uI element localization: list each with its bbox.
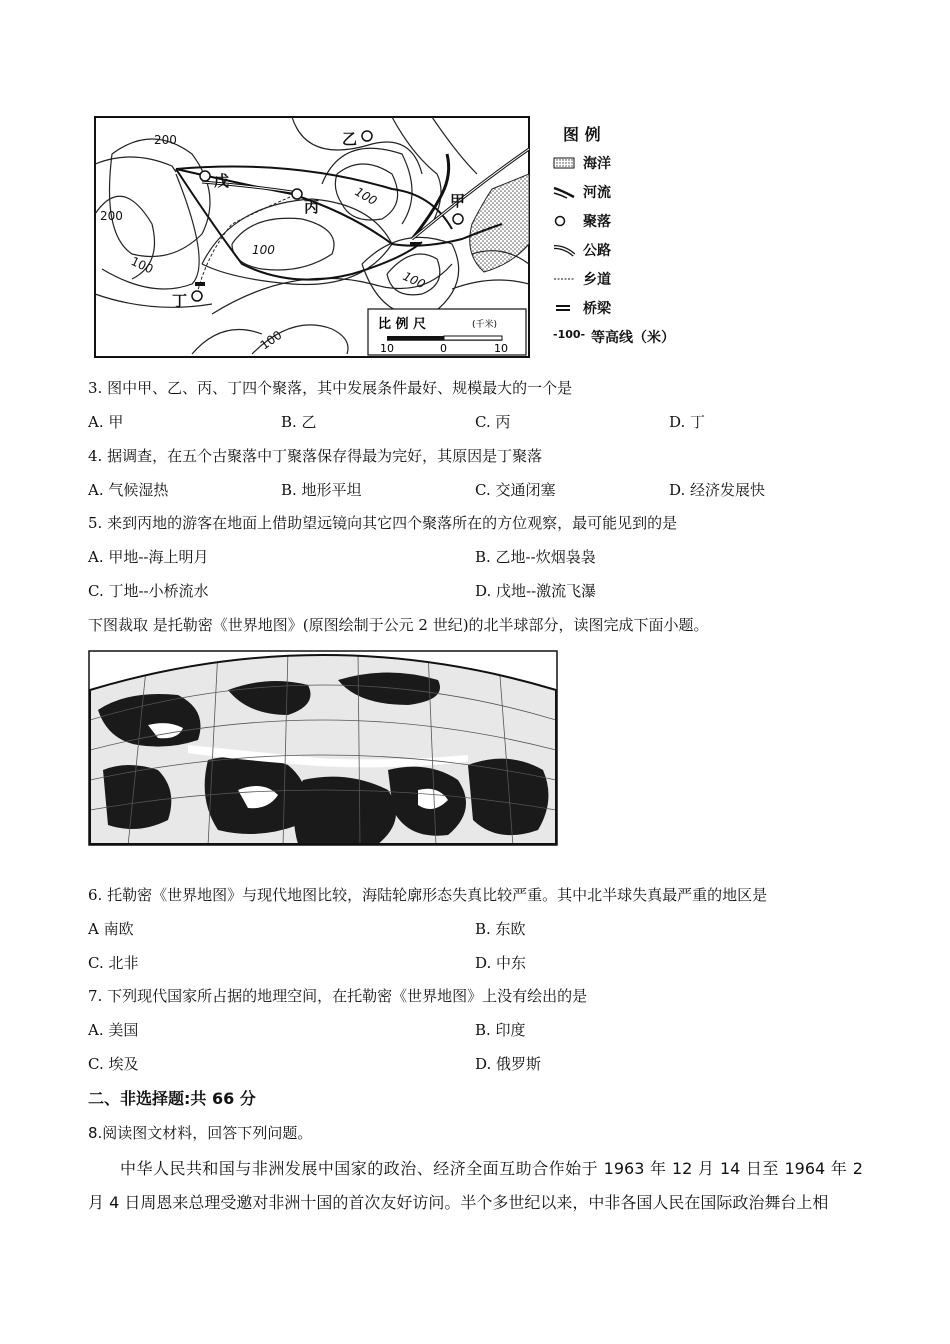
scale-mid: 0 (440, 342, 447, 355)
section-2-heading: 二、非选择题:共 66 分 (88, 1089, 256, 1108)
question-7-option-b: B. 印度 (475, 1021, 526, 1039)
question-3-option-b: B. 乙 (281, 413, 317, 431)
question-3-option-c: C. 丙 (475, 413, 511, 431)
scale-unit: (千米) (472, 320, 498, 330)
question-4-option-d: D. 经济发展快 (669, 481, 766, 499)
question-5-option-d: D. 戊地--激流飞瀑 (475, 582, 597, 600)
question-4-option-b: B. 地形平坦 (281, 481, 362, 499)
bridge (195, 282, 205, 286)
question-5-option-c: C. 丁地--小桥流水 (88, 582, 209, 600)
contour-map-figure (92, 114, 532, 360)
map-legend: 图 例 海洋 河流 聚落 公路 乡道 桥梁 -100- 等高线（米） (553, 120, 703, 350)
contour-label: 200 (100, 209, 123, 223)
question-7-option-d: D. 俄罗斯 (475, 1055, 542, 1073)
question-5-stem: 5. 来到丙地的游客在地面上借助望远镜向其它四个聚落所在的方位观察，最可能见到的是 (88, 514, 678, 532)
village-road-icon (553, 272, 575, 286)
question-4-stem: 4. 据调查，在五个古聚落中丁聚落保存得最为完好，其原因是丁聚落 (88, 447, 543, 465)
contour-label: 100 (128, 254, 156, 277)
contour-label: 200 (154, 133, 177, 147)
question-8-stem: 8.阅读图文材料，回答下列问题。 (88, 1124, 313, 1142)
question-8-paragraph: 中华人民共和国与非洲发展中国家的政治、经济全面互助合作始于 1963 年 12 月 14 日至 1964 年 2 月 4 日周恩来总理受邀对非洲十国的首次友好访问。半个多世纪以来，中非各国人民在国际政治舞台上相 (88, 1159, 863, 1212)
settlement-yi-label: 乙 (342, 130, 358, 148)
ptolemy-map-figure (88, 650, 558, 846)
question-3-option-d: D. 丁 (669, 413, 706, 431)
intro-ptolemy-map: 下图裁取 是托勒密《世界地图》(原图绘制于公元 2 世纪)的北半球部分，读图完成下面小题。 (88, 616, 709, 634)
scale-right: 10 (494, 342, 508, 355)
ptolemy-map-drawing (88, 650, 558, 846)
contour-label: 100 (400, 269, 428, 292)
question-6-option-a: A 南欧 (88, 920, 134, 938)
question-5-option-b: B. 乙地--炊烟袅袅 (475, 548, 596, 566)
question-4-option-a: A. 气候湿热 (88, 481, 169, 499)
question-3-option-a: A. 甲 (88, 413, 124, 431)
ocean-icon (553, 156, 575, 170)
question-3-stem: 3. 图中甲、乙、丙、丁四个聚落，其中发展条件最好、规模最大的一个是 (88, 379, 573, 397)
question-6-option-b: B. 东欧 (475, 920, 526, 938)
contour-label: 100 (352, 184, 380, 209)
settlement-ding-label: 丁 (172, 292, 188, 310)
settlement-icon (553, 214, 575, 228)
settlement-wu-label: 戊 (214, 172, 230, 190)
question-5-option-a: A. 甲地--海上明月 (88, 548, 209, 566)
bridge-icon (553, 301, 575, 315)
question-6-stem: 6. 托勒密《世界地图》与现代地图比较，海陆轮廓形态失真比较严重。其中北半球失真最严重的地区是 (88, 886, 768, 904)
question-7-option-a: A. 美国 (88, 1021, 139, 1039)
question-6-option-d: D. 中东 (475, 954, 527, 972)
contour-map-drawing (92, 114, 532, 360)
contour-label: 100 (257, 327, 285, 353)
legend-title: 图 例 (563, 125, 601, 144)
contour-icon: -100- (553, 328, 586, 341)
scale-title: 比 例 尺 (378, 317, 427, 332)
question-7-stem: 7. 下列现代国家所占据的地理空间，在托勒密《世界地图》上没有绘出的是 (88, 987, 588, 1005)
contour-label: 100 (252, 243, 275, 257)
scale-left: 10 (380, 342, 394, 355)
bridge (410, 242, 420, 246)
question-6-option-c: C. 北非 (88, 954, 139, 972)
highway-icon (553, 243, 575, 257)
question-4-option-c: C. 交通闭塞 (475, 481, 556, 499)
settlement-jia-label: 甲 (450, 192, 466, 210)
settlement-bing-label: 丙 (304, 198, 320, 216)
question-7-option-c: C. 埃及 (88, 1055, 139, 1073)
river-icon (553, 185, 575, 199)
